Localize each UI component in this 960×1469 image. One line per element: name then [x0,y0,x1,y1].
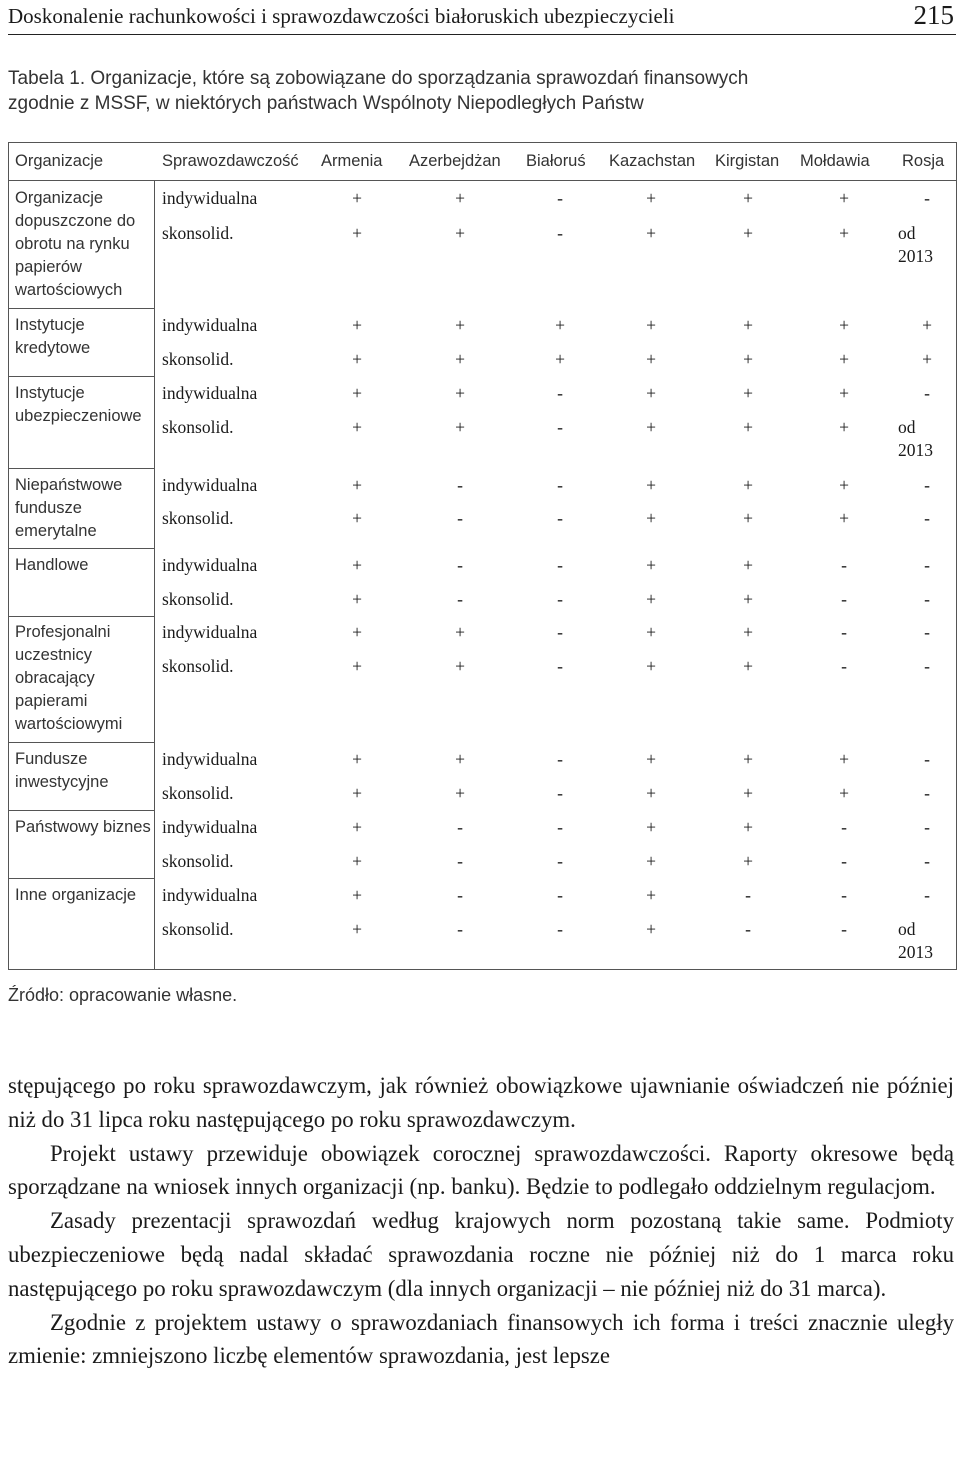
table-cell: - [924,475,930,495]
cell-text-line: 2013 [898,942,933,962]
table-cell: - [557,555,563,575]
group-separator [8,878,154,879]
row-group-label: Handlowe [15,556,89,574]
table-cell: + [352,555,362,575]
column-header: Rosja [902,152,945,170]
paragraph: Zasady prezentacji sprawozdań według krajowych norm pozostaną takie same. Podmioty ubezpieczeniowe będą nadal składać sprawozdania roczne nie później niż do 1 marca roku następującego po roku sprawozdawczym (dla innych organizacji – nie później niż do 31 marca). [8,1208,954,1301]
table-cell: + [646,851,656,871]
table-cell: + [352,656,362,676]
table-cell: + [646,417,656,437]
table-cell: - [924,622,930,642]
table-cell: + [646,315,656,335]
table-cell: + [352,188,362,208]
table-cell: + [352,919,362,939]
table-cell: + [646,349,656,369]
table-cell: - [457,885,463,905]
table-cell: - [557,508,563,528]
table-cell: + [646,188,656,208]
table-cell: - [745,885,751,905]
row-group-label: Instytucje kredytowe [15,316,91,357]
reporting-type: indywidualna [162,383,258,403]
table-cell: + [352,508,362,528]
table-cell: + [646,622,656,642]
table-cell: + [839,188,849,208]
table-cell: - [557,223,563,243]
reporting-type: skonsolid. [162,919,234,939]
table-cell: - [841,919,847,939]
table-cell: + [646,656,656,676]
table-right-rule [956,142,957,970]
table-cell: - [841,851,847,871]
table-cell: + [839,349,849,369]
table-cell: - [841,589,847,609]
table-cell: - [557,919,563,939]
group-separator [8,308,154,309]
reporting-type: indywidualna [162,555,258,575]
table-cell: + [455,783,465,803]
table-cell: + [352,749,362,769]
table-cell: + [352,851,362,871]
group-separator [8,468,154,469]
column-header: Organizacje [15,152,104,170]
caption-line-1: Tabela 1. Organizacje, które są zobowiązane do sporządzania sprawozdań finansowych [8,68,749,89]
column-header: Mołdawia [800,152,870,170]
table-bottom-rule [8,969,956,970]
table-cell: + [646,555,656,575]
cell-text-line: 2013 [898,246,933,266]
cell-text-line: od [898,919,916,939]
reporting-type: skonsolid. [162,223,234,243]
cell-text-line: od [898,223,916,243]
table-cell: + [743,315,753,335]
row-group-label: Niepaństwowe fundusze emerytalne [15,476,123,540]
table-cell: + [743,589,753,609]
table-cell: - [557,851,563,871]
table-cell: + [352,885,362,905]
row-group-label: Organizacje dopuszczone do obrotu na rynku papierów wartościowych [15,189,136,299]
table-cell: + [743,223,753,243]
group-separator [8,376,154,377]
reporting-type: indywidualna [162,749,258,769]
table-cell: - [924,555,930,575]
table-cell: + [646,817,656,837]
table-cell: + [352,349,362,369]
group-separator [8,616,154,617]
table-cell: + [455,417,465,437]
group-separator [8,548,154,549]
paragraph: Projekt ustawy przewiduje obowiązek corocznej sprawozdawczości. Raporty okresowe będą sporządzane na wniosek innych organizacji (np. banku). Będzie to podlegało oddzielnym regulacjom. [8,1140,954,1200]
table-cell: - [457,919,463,939]
table-cell: - [924,885,930,905]
body-text [8,1069,954,1373]
reporting-type: skonsolid. [162,851,234,871]
table-cell: + [839,417,849,437]
table-cell: + [839,783,849,803]
row-group-label: Fundusze inwestycyjne [15,750,109,791]
table-cell: - [924,383,930,403]
table-cell: - [557,885,563,905]
table-cell: + [455,223,465,243]
table-cell: + [352,783,362,803]
table-cell [898,918,933,964]
table-cell: + [839,475,849,495]
table-cell: - [557,749,563,769]
table-cell: - [457,817,463,837]
table-cell: + [839,315,849,335]
table-cell: + [455,656,465,676]
table-cell: - [841,656,847,676]
table-cell: + [922,349,932,369]
column-header: Azerbejdżan [409,152,501,170]
table-cell: + [455,315,465,335]
row-group-label: Państwowy biznes [15,818,151,836]
cell-text-line: 2013 [898,440,933,460]
group-separator [8,810,154,811]
table-cell: + [743,749,753,769]
table-cell: + [646,223,656,243]
table-cell: - [557,817,563,837]
table-cell: - [557,589,563,609]
table-left-rule [8,142,9,970]
reporting-type: skonsolid. [162,589,234,609]
table-cell: + [743,555,753,575]
row-group-label: Inne organizacje [15,886,137,904]
table-cell: + [646,749,656,769]
table-cell: + [352,622,362,642]
table-cell: + [743,622,753,642]
table-cell: + [839,508,849,528]
table-cell: - [745,919,751,939]
reporting-type: indywidualna [162,885,258,905]
table-cell: + [743,188,753,208]
row-group-label: Instytucje ubezpieczeniowe [15,384,142,425]
table-cell: + [352,817,362,837]
table-cell: + [455,749,465,769]
table-cell: + [743,851,753,871]
table-cell: + [352,315,362,335]
table-header-rule [8,180,956,181]
table-cell: - [841,817,847,837]
table-cell: - [557,475,563,495]
column-header: Armenia [321,152,383,170]
table-cell: + [743,508,753,528]
table-cell: + [646,919,656,939]
table-cell: + [646,475,656,495]
table-cell: - [557,656,563,676]
table-cell: + [455,188,465,208]
table-cell: + [743,783,753,803]
table-cell: + [555,349,565,369]
table-cell: + [743,383,753,403]
reporting-type: skonsolid. [162,349,234,369]
source-note: Źródło: opracowanie własne. [8,985,238,1005]
table-cell: + [646,589,656,609]
table-cell: - [457,475,463,495]
table-cell: + [352,383,362,403]
group-separator [8,742,154,743]
table-cell: - [924,783,930,803]
table-cell: + [922,315,932,335]
cell-text-line: od [898,417,916,437]
table-cell: + [839,223,849,243]
table-cell: - [457,555,463,575]
table-cell: - [924,749,930,769]
table-cell: + [455,622,465,642]
reporting-type: indywidualna [162,817,258,837]
column-header: Kazachstan [609,152,696,170]
table-cell: - [457,508,463,528]
caption-line-2: zgodnie z MSSF, w niektórych państwach Wspólnoty Niepodległych Państw [8,93,644,114]
table-cell: - [841,622,847,642]
column-header: Białoruś [526,152,586,170]
page-number: 215 [913,0,954,30]
table-cell: - [924,508,930,528]
column-header: Kirgistan [715,152,780,170]
table-cell: + [555,315,565,335]
reporting-type: skonsolid. [162,417,234,437]
table-cell: - [841,885,847,905]
table-cell: + [646,783,656,803]
table-cell: - [457,589,463,609]
row-group-label: Profesjonalni uczestnicy obracający papierami wartościowymi [15,623,123,733]
table-cell: + [352,417,362,437]
running-title: Doskonalenie rachunkowości i sprawozdawczości białoruskich ubezpieczycieli [8,4,675,28]
table-cell: + [646,885,656,905]
table-cell: - [557,383,563,403]
table-cell: - [841,555,847,575]
table-cell: - [557,783,563,803]
table-cell: - [924,188,930,208]
reporting-type: indywidualna [162,622,258,642]
table-cell: + [352,589,362,609]
table-cell: + [743,656,753,676]
table-cell: + [743,417,753,437]
reporting-type: skonsolid. [162,508,234,528]
table-cell: + [743,475,753,495]
table-cell: + [743,349,753,369]
paragraph: stępującego po roku sprawozdawczym, jak również obowiązkowe ujawnianie oświadczeń nie później niż do 31 lipca roku następującego po roku sprawozdawczym. [8,1073,954,1132]
table-cell: + [646,508,656,528]
reporting-type: indywidualna [162,188,258,208]
table-cell: + [352,223,362,243]
table-cell: - [557,417,563,437]
table-cell: - [557,622,563,642]
reporting-type: skonsolid. [162,783,234,803]
table-top-rule [8,142,956,143]
table-cell: + [455,349,465,369]
table-cell: - [924,656,930,676]
paragraph: Zgodnie z projektem ustawy o sprawozdaniach finansowych ich forma i treści znacznie uległy zmienie: zmniejszono liczbę elementów sprawozdania, jest lepsze [8,1309,954,1369]
table-cell: + [455,383,465,403]
column-header: Sprawozdawczość [162,152,299,170]
reporting-type: indywidualna [162,315,258,335]
table-cell: + [352,475,362,495]
table-cell: - [924,817,930,837]
reporting-type: skonsolid. [162,656,234,676]
table-cell [898,222,933,268]
table-cell: - [924,589,930,609]
table-cell: + [743,817,753,837]
table-cell [898,416,933,462]
table-cell: + [646,383,656,403]
table-cell: - [924,851,930,871]
table-cell: + [839,749,849,769]
table-cell: - [457,851,463,871]
table-cell: + [839,383,849,403]
table-cell: - [557,188,563,208]
reporting-type: indywidualna [162,475,258,495]
